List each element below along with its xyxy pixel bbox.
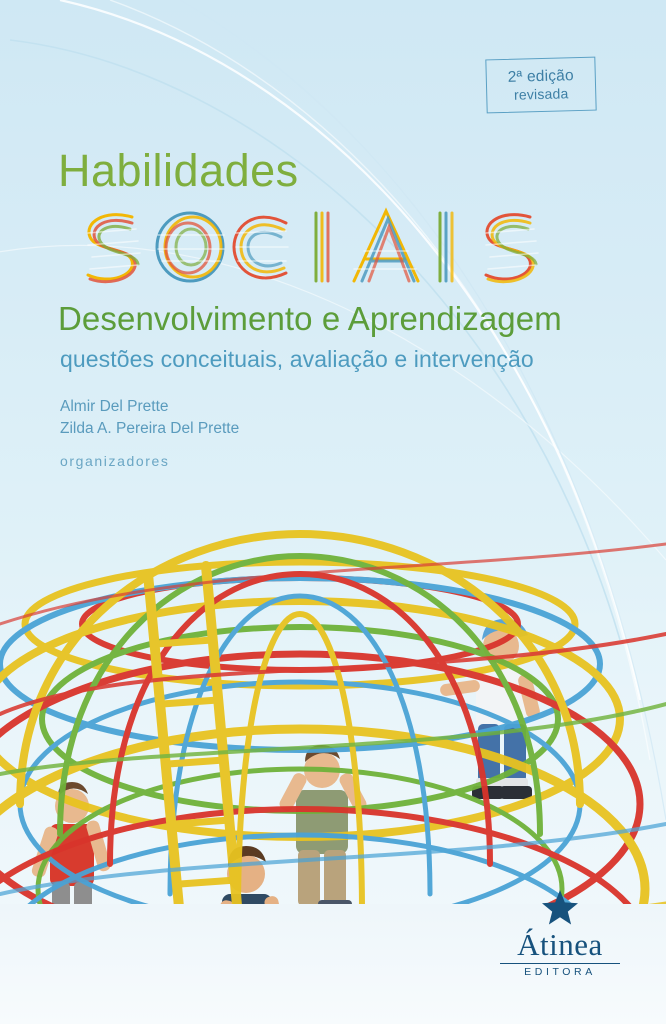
publisher-name: Átinea [517, 926, 603, 962]
author-name: Zilda A. Pereira Del Prette [60, 420, 240, 438]
edition-line-2: revisada [513, 85, 569, 103]
edition-line-1: 2ª edição [507, 67, 575, 86]
page-title: Habilidades [58, 145, 299, 196]
logo-rule [500, 963, 620, 965]
title-block [58, 145, 618, 373]
authors-role: organizadores [60, 452, 170, 469]
author-name: Almir Del Prette [60, 398, 169, 415]
publisher-logo [500, 889, 620, 979]
title-display-sociais [54, 199, 618, 291]
star-icon [540, 889, 580, 927]
subtitle-secondary: questões conceituais, avaliação e intervenção [60, 346, 534, 373]
edition-stamp [485, 57, 596, 114]
authors-block [60, 396, 239, 471]
publisher-kind: EDITORA [524, 966, 596, 978]
subtitle-primary: Desenvolvimento e Aprendizagem [58, 300, 562, 337]
